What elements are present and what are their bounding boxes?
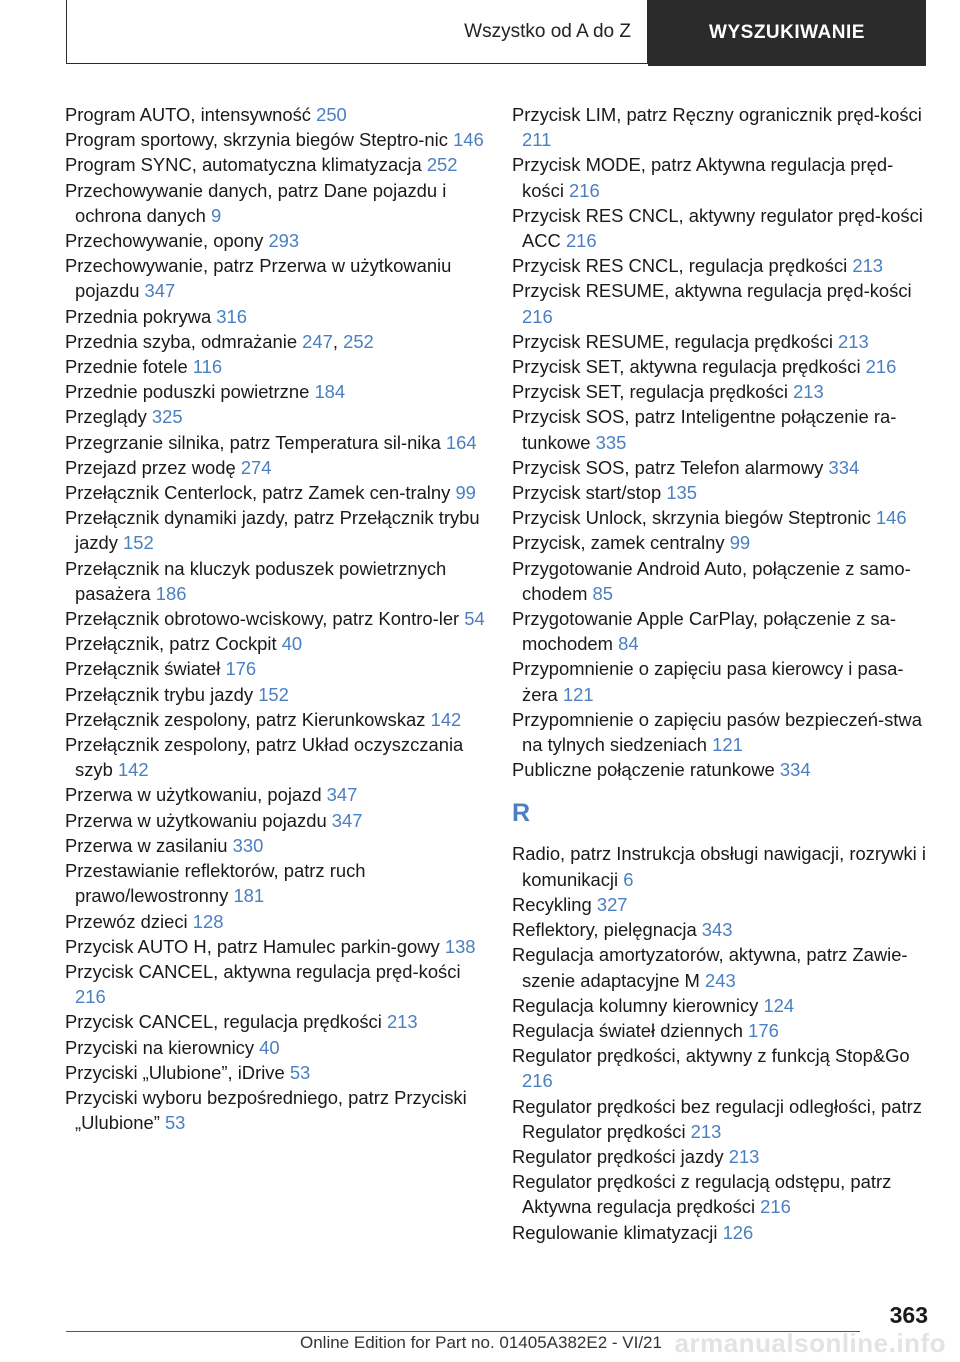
index-entry xyxy=(512,942,932,992)
page-link[interactable]: 116 xyxy=(192,356,223,378)
page-link[interactable]: 330 xyxy=(232,834,264,856)
index-entry-text: Przełącznik zespolony, patrz Układ oczyszczania szyb xyxy=(65,734,464,781)
page-link[interactable]: 40 xyxy=(259,1036,280,1058)
index-entry-text: Recykling xyxy=(512,893,597,915)
page-link[interactable]: 343 xyxy=(701,919,733,941)
page-link[interactable]: 181 xyxy=(233,885,265,907)
page-link[interactable]: 176 xyxy=(225,658,257,680)
index-entry xyxy=(512,892,932,917)
index-entry xyxy=(65,909,485,934)
page-link[interactable]: 274 xyxy=(240,456,272,478)
page-link[interactable]: 216 xyxy=(75,986,106,1008)
index-entry-text: Przycisk RESUME, aktywna regulacja pręd‐kości xyxy=(512,280,912,302)
index-entry xyxy=(65,833,485,858)
index-entry xyxy=(512,480,932,505)
page-link[interactable]: 135 xyxy=(666,482,697,504)
page-link[interactable]: 124 xyxy=(763,994,795,1016)
index-entry-text: Przycisk LIM, patrz Ręczny ogranicznik pręd‐kości xyxy=(512,104,922,125)
index-entry xyxy=(65,152,485,177)
tab-search[interactable]: WYSZUKIWANIE xyxy=(648,0,926,66)
watermark: armanualsonline.info xyxy=(674,1328,946,1358)
page-link[interactable]: 327 xyxy=(596,893,628,915)
page-link[interactable]: 347 xyxy=(331,809,363,831)
index-entry-text: Przełącznik zespolony, patrz Kierunkowskaz xyxy=(65,708,431,730)
index-entry-text: Przygotowanie Android Auto, połączenie z samo‐chodem xyxy=(512,557,911,604)
index-entry-text: Przyciski „Ulubione”, iDrive xyxy=(65,1061,290,1083)
page-link[interactable]: 347 xyxy=(326,784,358,806)
page-link[interactable]: 164 xyxy=(445,431,477,453)
index-entry xyxy=(65,379,485,404)
page-link[interactable]: 40 xyxy=(281,633,303,655)
index-entry xyxy=(65,959,485,1009)
index-entry-text: Przednia szyba, odmrażanie xyxy=(65,330,303,352)
index-entry xyxy=(512,556,932,606)
index-entry xyxy=(65,606,485,631)
page-link[interactable]: 325 xyxy=(151,406,183,428)
page-link[interactable]: 213 xyxy=(386,1011,418,1033)
index-entry-text: Przednie fotele xyxy=(65,356,193,378)
index-entry xyxy=(512,253,932,278)
header-tabs xyxy=(66,0,926,66)
index-entry-text: Przeglądy xyxy=(65,406,152,428)
index-entry xyxy=(65,782,485,807)
index-entry xyxy=(512,505,932,530)
index-entry-text: Przycisk SET, regulacja prędkości xyxy=(512,381,794,403)
index-entry-text: Regulator prędkości, aktywny z funkcją Stop&Go xyxy=(512,1045,910,1067)
index-column-right xyxy=(512,102,932,1245)
page-link[interactable]: 293 xyxy=(268,230,300,252)
page-link[interactable]: 252 xyxy=(343,330,374,352)
index-entry xyxy=(512,1169,932,1219)
page-link[interactable]: 213 xyxy=(838,330,869,352)
page-link[interactable]: 247 xyxy=(302,330,333,352)
page-link[interactable]: 211 xyxy=(522,129,552,151)
index-entry-text: Przycisk, zamek centralny xyxy=(512,532,730,554)
index-entry-text: Regulacja amortyzatorów, aktywna, patrz Zawie‐szenie adaptacyjne M xyxy=(512,944,908,991)
index-entry xyxy=(512,278,932,328)
index-entry xyxy=(65,808,485,833)
page-link[interactable]: 316 xyxy=(216,305,247,327)
index-entry xyxy=(65,178,485,228)
index-entry-text: Przycisk SET, aktywna regulacja prędkości xyxy=(512,356,866,378)
page-link[interactable]: 184 xyxy=(314,381,346,403)
index-entry-text: Przerwa w zasilaniu xyxy=(65,834,233,856)
index-entry: Przednia szyba, odmrażanie 247, 252 xyxy=(65,330,374,352)
index-entry xyxy=(512,707,932,757)
index-entry-text: Przypomnienie o zapięciu pasa kierowcy i pasa‐żera xyxy=(512,658,904,705)
index-entry-text: Przechowywanie, opony xyxy=(65,230,269,252)
index-entry-text: Przycisk RESUME, regulacja prędkości xyxy=(512,330,839,352)
index-entry-text: Przewóz dzieci xyxy=(65,910,193,932)
page-link[interactable]: 347 xyxy=(144,280,176,302)
page-link[interactable]: 334 xyxy=(779,759,811,781)
page-number: 363 xyxy=(889,1302,928,1328)
index-entry xyxy=(512,656,932,706)
index-entry-text: Regulacja świateł dziennych xyxy=(512,1019,749,1041)
index-entry-text: Program AUTO, intensywność xyxy=(65,104,317,125)
index-entry-text: Przycisk SOS, patrz Inteligentne połączenie ra‐tunkowe xyxy=(512,406,897,453)
index-entry-text: Przechowywanie danych, patrz Dane pojazdu i ochrona danych xyxy=(65,179,447,226)
index-entry xyxy=(65,656,485,681)
index-entry-text: Przełącznik Centerlock, patrz Zamek cen‐tralny xyxy=(65,482,456,504)
index-entry-text: Przycisk CANCEL, aktywna regulacja pręd‐kości xyxy=(65,960,461,982)
index-entry-text: Przełącznik, patrz Cockpit xyxy=(65,633,282,655)
page-link[interactable]: 176 xyxy=(748,1019,779,1041)
page-link[interactable]: 216 xyxy=(865,356,897,378)
index-entry xyxy=(512,152,932,202)
index-entry-text: Przycisk RES CNCL, aktywny regulator pręd‐kości ACC xyxy=(512,204,923,252)
index-entry xyxy=(65,732,485,782)
page-link[interactable]: 216 xyxy=(522,305,553,327)
page-link[interactable]: 252 xyxy=(426,154,458,176)
index-group-p xyxy=(512,102,932,782)
index-entry xyxy=(512,203,932,253)
index-entry xyxy=(512,354,932,379)
index-entry-text: Przycisk start/stop xyxy=(512,482,667,504)
index-entry xyxy=(512,102,932,152)
index-entry xyxy=(512,455,932,480)
page-link[interactable]: 152 xyxy=(123,532,154,554)
index-entry-text: Publiczne połączenie ratunkowe xyxy=(512,759,780,781)
page-link[interactable]: 128 xyxy=(192,910,224,932)
index-entry xyxy=(65,1060,485,1085)
index-entry-text: Regulowanie klimatyzacji xyxy=(512,1221,723,1243)
index-entry xyxy=(512,841,932,891)
page-link[interactable]: 84 xyxy=(618,633,639,655)
index-entry xyxy=(65,228,485,253)
index-entry-text: Przycisk MODE, patrz Aktywna regulacja pręd‐kości xyxy=(512,154,894,201)
index-column-left xyxy=(65,102,485,1135)
index-entry-text: Program SYNC, automatyczna klimatyzacja xyxy=(65,154,427,176)
index-entry xyxy=(512,1018,932,1043)
tab-a-to-z[interactable]: Wszystko od A do Z xyxy=(66,0,648,64)
page-link[interactable]: 152 xyxy=(258,683,289,705)
page-link[interactable]: 213 xyxy=(690,1120,722,1142)
index-entry-text: Reflektory, pielęgnacja xyxy=(512,919,702,941)
page-link[interactable]: 213 xyxy=(793,381,824,403)
page-link[interactable]: 216 xyxy=(522,1070,553,1092)
index-entry-text: Przełącznik dynamiki jazdy, patrz Przełącznik trybu jazdy xyxy=(65,507,480,554)
index-entry-text: Przerwa w użytkowaniu, pojazd xyxy=(65,784,327,806)
index-entry xyxy=(65,934,485,959)
index-entry-text: Regulator prędkości bez regulacji odległości, patrz Regulator prędkości xyxy=(512,1095,922,1142)
page-link[interactable]: 243 xyxy=(705,969,736,991)
index-entry xyxy=(512,1220,932,1245)
index-entry xyxy=(65,354,485,379)
index-entry xyxy=(65,430,485,455)
index-entry-text: Przycisk Unlock, skrzynia biegów Steptronic xyxy=(512,507,876,529)
index-entry xyxy=(65,505,485,555)
page-link[interactable]: 99 xyxy=(455,482,476,504)
index-entry xyxy=(512,1043,932,1093)
page-link[interactable]: 216 xyxy=(565,230,597,252)
page-link[interactable]: 99 xyxy=(729,532,751,554)
page-link[interactable]: 121 xyxy=(562,683,594,705)
index-entry xyxy=(65,480,485,505)
index-entry xyxy=(65,253,485,303)
page-link[interactable]: 6 xyxy=(623,868,634,890)
index-entry xyxy=(65,102,485,127)
page-link[interactable]: 142 xyxy=(430,708,462,730)
page-link[interactable]: 186 xyxy=(155,582,187,604)
index-entry-text: Przycisk CANCEL, regulacja prędkości xyxy=(65,1011,387,1033)
page-link[interactable]: 53 xyxy=(164,1112,186,1134)
page-link[interactable]: 216 xyxy=(760,1196,791,1218)
index-entry-text: Przechowywanie, patrz Przerwa w użytkowaniu pojazdu xyxy=(65,255,452,302)
footer-edition: Online Edition for Part no. 01405A382E2 - VI/21 xyxy=(300,1333,662,1352)
page-link[interactable]: 213 xyxy=(852,255,884,277)
page-link[interactable]: 250 xyxy=(316,104,347,125)
page-link[interactable]: 334 xyxy=(828,456,860,478)
page-link[interactable]: 85 xyxy=(592,582,614,604)
page-link[interactable]: 213 xyxy=(728,1145,760,1167)
index-entry xyxy=(512,757,932,782)
index-entry-text: Przegrzanie silnika, patrz Temperatura sil‐nika xyxy=(65,431,446,453)
index-entry-text: Przednia pokrywa xyxy=(65,305,217,327)
index-entry-text: Radio, patrz Instrukcja obsługi nawigacji, rozrywki i komunikacji xyxy=(512,843,926,890)
index-entry xyxy=(512,917,932,942)
page-link[interactable]: 146 xyxy=(453,129,484,151)
index-entry xyxy=(65,1085,485,1135)
page-link[interactable]: 138 xyxy=(444,935,476,957)
index-entry xyxy=(65,404,485,429)
index-entry-text: Przycisk RES CNCL, regulacja prędkości xyxy=(512,255,853,277)
index-entry-text: Regulator prędkości jazdy xyxy=(512,1145,729,1167)
index-entry-text: Przełącznik trybu jazdy xyxy=(65,683,259,705)
index-entry-text: Przygotowanie Apple CarPlay, połączenie z sa‐mochodem xyxy=(512,608,897,655)
index-entry-text: Przełącznik na kluczyk poduszek powietrznych pasażera xyxy=(65,557,447,604)
index-entry xyxy=(65,1009,485,1034)
index-entry xyxy=(65,707,485,732)
index-entry-text: Przypomnienie o zapięciu pasów bezpieczeń‐stwa na tylnych siedzeniach xyxy=(512,708,922,756)
index-entry xyxy=(65,682,485,707)
index-entry-text: Regulacja kolumny kierownicy xyxy=(512,994,764,1016)
index-entry-text: Przestawianie reflektorów, patrz ruch prawo/lewostronny xyxy=(65,860,366,907)
index-entry xyxy=(512,1094,932,1144)
index-group-r xyxy=(512,841,932,1244)
index-entry-text: Przyciski na kierownicy xyxy=(65,1036,260,1058)
page-link[interactable]: 216 xyxy=(569,179,600,201)
index-entry xyxy=(65,1035,485,1060)
page-link[interactable]: 126 xyxy=(722,1221,754,1243)
index-entry-text: Przyciski wyboru bezpośredniego, patrz Przyciski „Ulubione” xyxy=(65,1086,467,1134)
page-link[interactable]: 121 xyxy=(712,734,743,756)
index-entry xyxy=(65,556,485,606)
index-entry-text: Przełącznik świateł xyxy=(65,658,226,680)
index-entry xyxy=(512,993,932,1018)
index-entry xyxy=(512,329,932,354)
index-entry xyxy=(65,127,485,152)
index-entry-text: Przednie poduszki powietrzne xyxy=(65,381,315,403)
index-entry xyxy=(512,379,932,404)
index-entry-text: Przerwa w użytkowaniu pojazdu xyxy=(65,809,332,831)
index-entry-text: Przełącznik obrotowo-wciskowy, patrz Kontro‐ler xyxy=(65,608,465,630)
page-link[interactable]: 335 xyxy=(595,431,627,453)
index-entry-text: Przejazd przez wodę xyxy=(65,456,241,478)
index-entry-text: Przycisk AUTO H, patrz Hamulec parkin‐gowy xyxy=(65,935,445,957)
index-entry xyxy=(512,404,932,454)
index-entry-text: Przycisk SOS, patrz Telefon alarmowy xyxy=(512,456,829,478)
index-entry xyxy=(65,455,485,480)
index-entry xyxy=(512,530,932,555)
index-entry-text: Regulator prędkości z regulacją odstępu, patrz Aktywna regulacja prędkości xyxy=(512,1171,892,1218)
section-letter-r: R xyxy=(512,799,531,828)
page-link[interactable]: 142 xyxy=(117,759,149,781)
page-link[interactable]: 54 xyxy=(464,608,485,630)
index-entry xyxy=(65,631,485,656)
index-entry xyxy=(512,1144,932,1169)
index-entry xyxy=(65,858,485,908)
index-entry xyxy=(512,606,932,656)
index-entry-text: Program sportowy, skrzynia biegów Steptro‐nic xyxy=(65,129,454,151)
page-link[interactable]: 9 xyxy=(210,204,222,226)
index-entry xyxy=(65,304,485,329)
page-link[interactable]: 146 xyxy=(875,507,907,529)
page-link[interactable]: 53 xyxy=(289,1061,311,1083)
